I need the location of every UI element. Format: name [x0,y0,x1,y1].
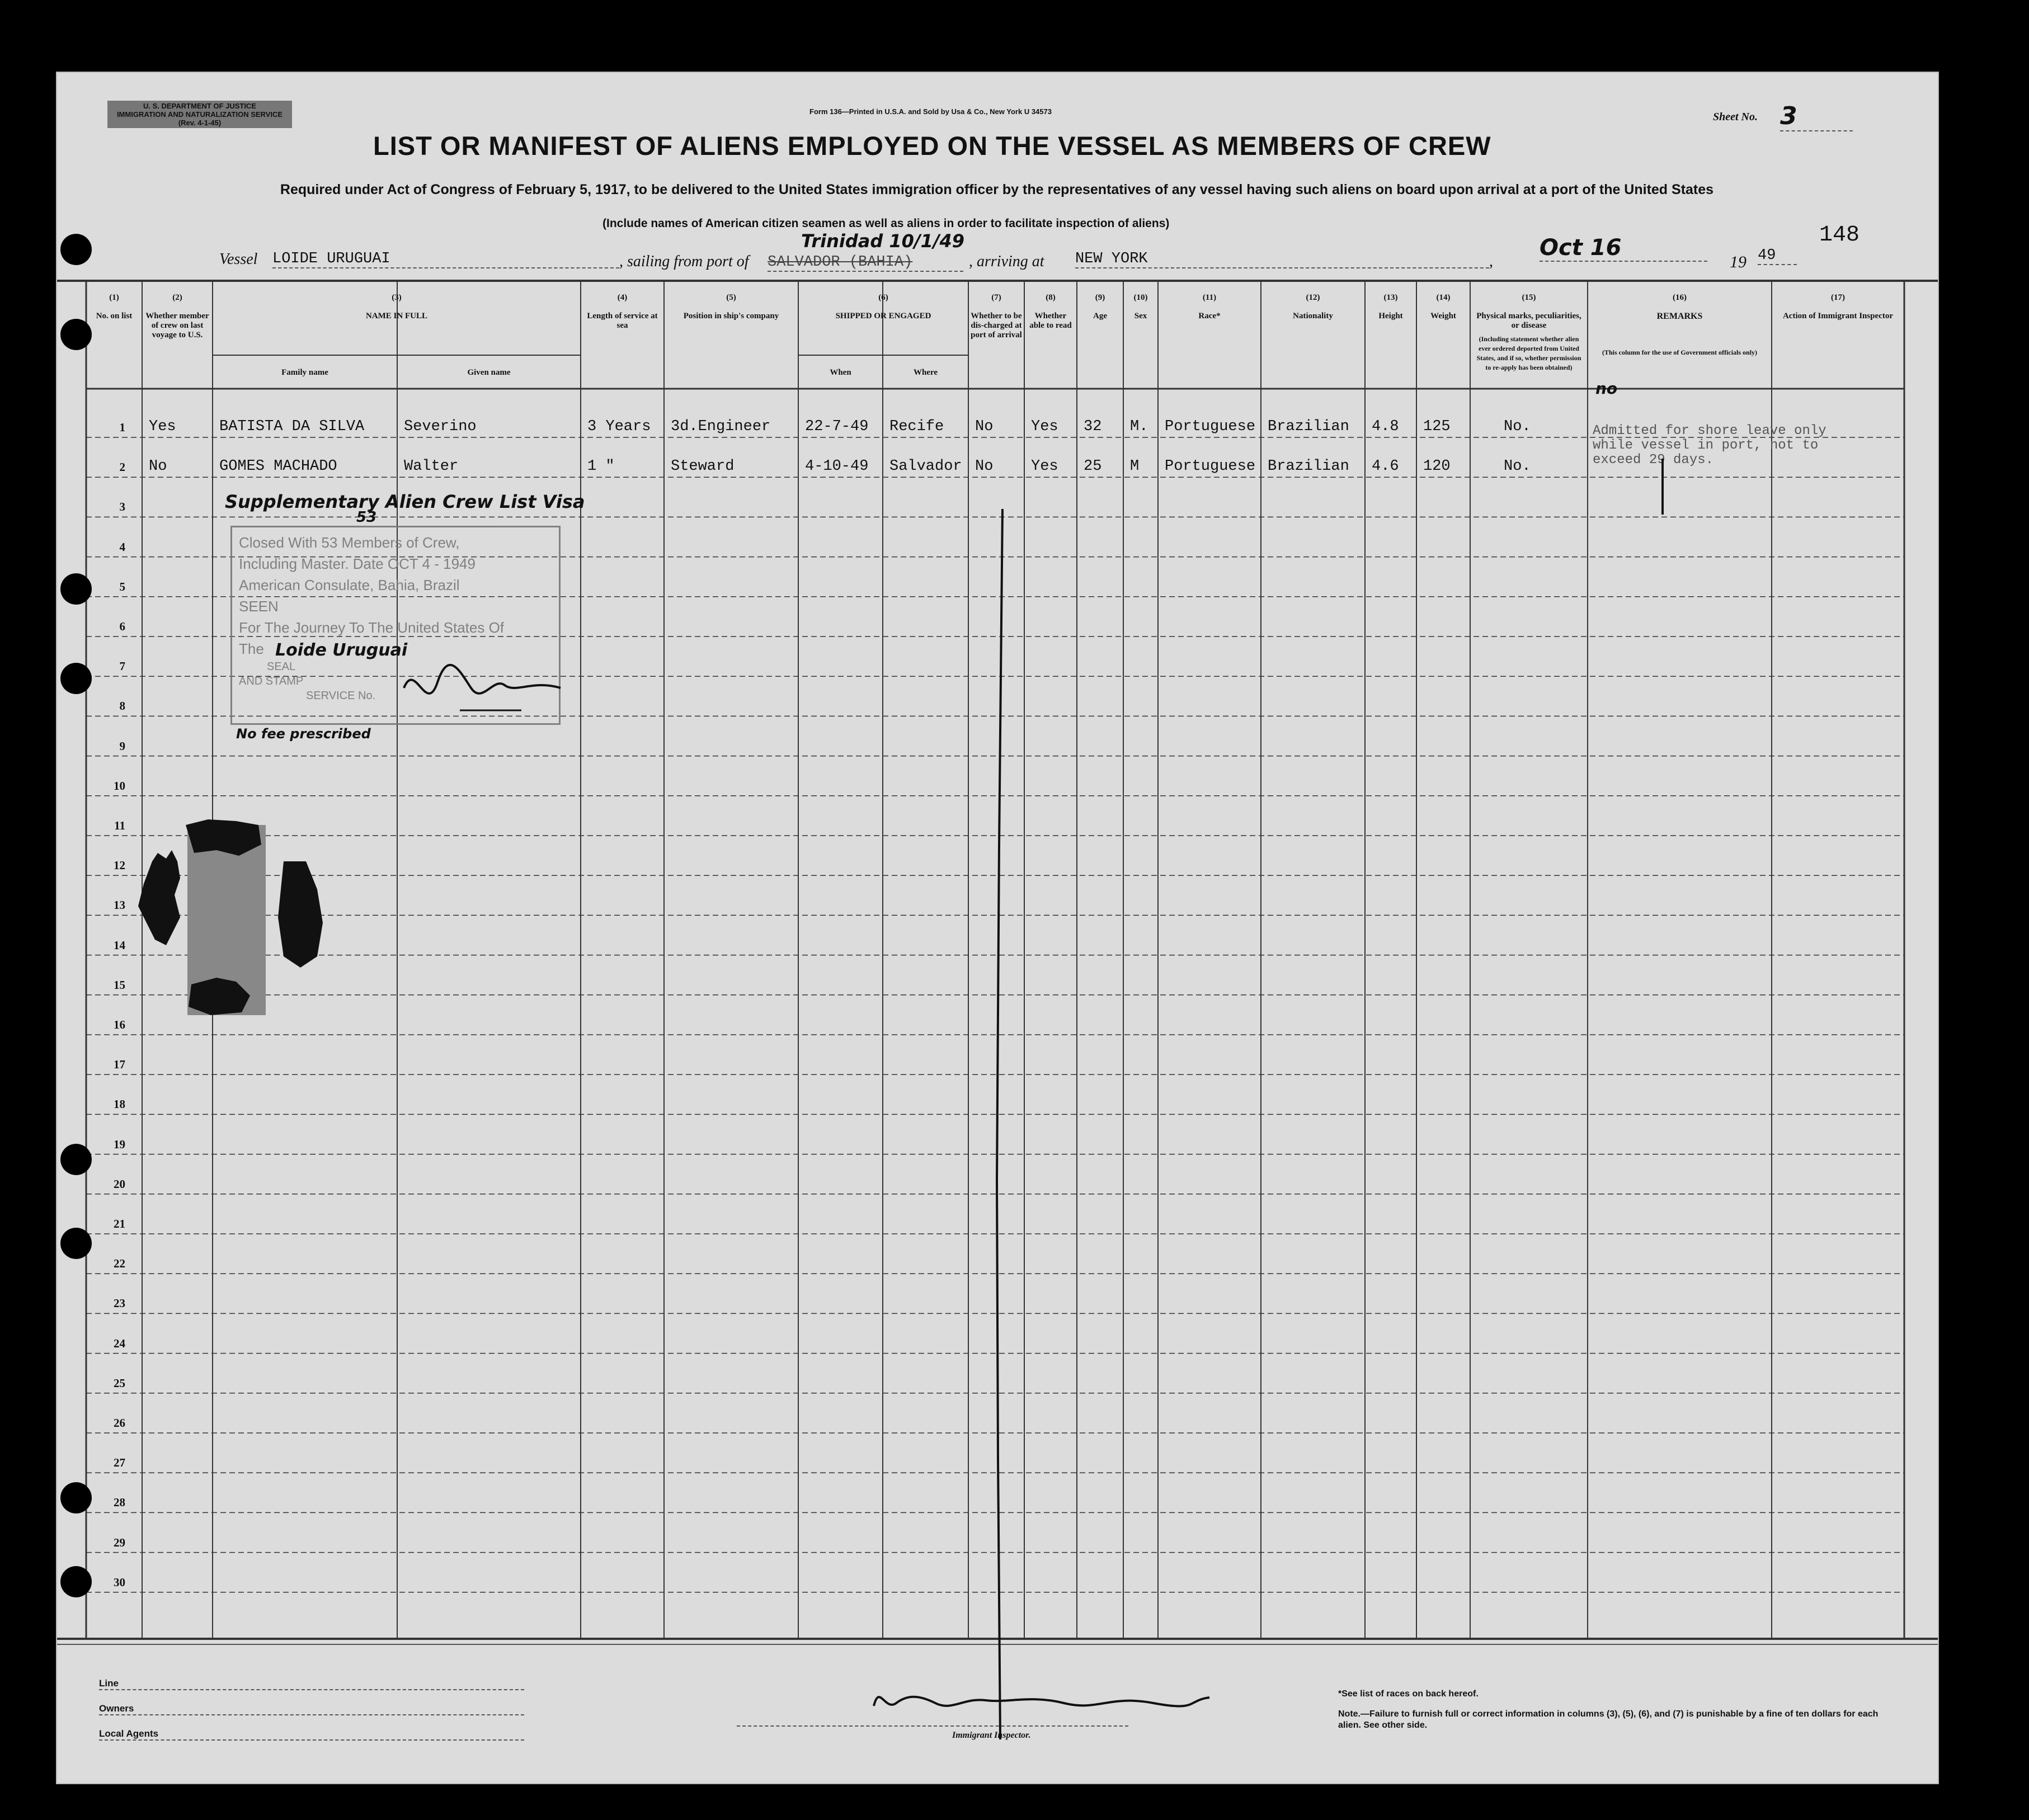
cell-weight: 125 [1423,418,1451,435]
note-text: —Failure to furnish full or correct information in columns (3), (5), (6), and (7) is punishable by a fine of ten dollars for each alien. See other side. [1338,1709,1879,1730]
row-number: 16 [114,1018,125,1031]
row-number: 26 [114,1416,125,1430]
stamp-line-3: American Consulate, Bahia, Brazil [239,577,460,593]
row-number: 8 [119,699,125,713]
action-note: (This column for the use of Government officials only) [1602,348,1758,356]
cell-last-voyage: No [149,458,167,475]
row-number: 29 [114,1535,125,1549]
row-number: 10 [114,779,125,793]
cell-sex: M. [1130,418,1148,435]
arriving-port: NEW YORK [1075,251,1489,268]
row-number: 11 [114,819,125,832]
supplementary-note: Supplementary Alien Crew List Visa [225,491,585,512]
punch-hole [60,234,92,265]
family-name-subheader: Family name [281,368,328,377]
column-number: (3) [392,293,402,302]
notary-seals [88,749,379,1040]
cell-discharged: No [975,418,994,435]
column-header: Age [1093,312,1107,320]
punch-hole [60,1566,92,1597]
row-number: 27 [114,1456,125,1470]
form-note: (Include names of American citizen seamen as well as aliens in order to facilitate inspection of aliens) [602,217,1170,230]
form-rev: (Rev. 4-1-45) [178,119,222,127]
inspector-label: Immigrant Inspector. [952,1731,1031,1740]
races-note: *See list of races on back hereof. [1338,1689,1479,1699]
cell-read: Yes [1031,458,1058,475]
column-header: Sex [1134,312,1147,320]
cell-service: 1 " [587,458,615,475]
cell-given: Severino [404,418,477,435]
remarks-note: (Including statement whether alien ever ordered deported from United States, and if so, whether permission to re-apply has been obtained) [1476,335,1581,371]
cell-read: Yes [1031,418,1058,435]
column-number: (15) [1522,293,1536,302]
row-number: 18 [114,1097,125,1111]
cell-given: Walter [404,458,459,475]
sailing-label: , sailing from port of [619,253,749,270]
no-fee-note: No fee prescribed [236,726,371,742]
column-header: Position in ship's company [683,312,779,320]
consul-signature [393,654,572,722]
note-label: Note. [1338,1709,1360,1719]
cell-height: 4.6 [1372,458,1399,475]
column-number: (8) [1046,293,1056,302]
row-number: 7 [119,659,125,673]
vessel-label: Vessel [219,251,258,268]
manifest-sheet: U. S. DEPARTMENT OF JUSTICE IMMIGRATION AND NATURALIZATION SERVICE (Rev. 4-1-45) Form 136—Printed in U.S.A. and Sold by Usa & Co., New York U 34573 Sheet No. 3 LIST OR MANIFEST OF ALIENS EMPLOYED ON THE VESSEL AS MEMBERS OF CREW Required under Act of Congress of February 5, 1917, to be delivered to the United States immigration officer by the representatives of any vessel having such aliens on board upon arrival at a port of the United States (Include names of American citizen seamen as well as aliens in order to facilitate inspection of aliens) 148 Vessel LOIDE URUGUAI , sailing from port of SALVADOR (BAHIA) Trinidad 10/1/49 , arriving at NEW YORK , Oct 16 19 49 (1) No. on list (2) Whether member of crew on last voyage to U.S. (3) NAME IN FULL (4) Length of service at sea (5) Position in ship's company (6) SHIPPED OR ENGAGED (7) Whether to be dis-charged at port of arrival (8) Whether able to read (9) Age (10) Sex (11) Race* (12) Nationality (13) Height (14) Weight (15) Physical marks, peculiarities, or disease (16) REMARKS (17) Action of Immigrant Inspector Family name Given name When Where (Including statement whether alien ever ordered deported from United States, and if so, whether permission to re-apply has been obtained) (This column for the use of Government officials only) 1 Yes BATISTA DA SILVA Severino 3 Years 3d.Engineer 22-7-49 Recife No Yes 32 M. Portuguese Brazilian 4.8 125 No. 2 No GOMES MACHADO Walter 1 " Steward 4-10-49 Salvador No Yes 25 M Portuguese Brazilian 4.6 120 No. 3 4 5 6 7 8 9 10 11 12 13 14 15 16 17 18 19 20 21 22 23 24 25 26 27 28 29 30 no Admitted for shore leave only while vessel in port, not to exceed 29 days. Supplementary Alien Crew List Visa 53 Closed With 53 Members of Crew, Including Master. Date OCT 4 - 1949 American Consulate, Bahia, Brazil SEEN For The Journey To The United States Of The SEAL AND STAMP SERVICE No. Loide Uruguai No fee prescribed Line Owners Local Agents Immigrant Inspector. *See list of races on back hereof. Note.—Failure to furnish full or correct information in columns (3), (5), (6), and (7) is punishable by a fine of ten dollars for each alien. See other side. [56,72,1939,1784]
column-number: (7) [991,293,1001,302]
stamp-line-7: SEAL [267,661,296,673]
inspector-strike-line [991,509,1014,1751]
row-number: 19 [114,1137,125,1151]
row-number: 9 [119,739,125,753]
cell-nationality: Brazilian [1268,458,1349,475]
inspector-signature [863,1672,1221,1723]
column-number: (16) [1673,293,1687,302]
column-number: (6) [878,293,888,302]
column-header: Nationality [1293,312,1333,320]
shore-leave-line-1: Admitted for shore leave only [1593,423,1826,439]
column-number: (4) [617,293,628,302]
row-number: 5 [119,579,125,593]
fine-note [1338,1709,1903,1731]
punch-hole [60,1144,92,1175]
column-header: NAME IN FULL [365,312,427,320]
column-number: (1) [109,293,119,302]
punch-hole [60,1228,92,1259]
cell-race: Portuguese [1165,458,1256,475]
page-title: LIST OR MANIFEST OF ALIENS EMPLOYED ON THE VESSEL AS MEMBERS OF CREW [373,131,1491,161]
column-header: Weight [1430,312,1456,320]
row-number: 15 [114,978,125,992]
cell-height: 4.8 [1372,418,1399,435]
cell-where: Recife [889,418,944,435]
cell-race: Portuguese [1165,418,1256,435]
column-number: (9) [1095,293,1105,302]
column-header: Whether member of crew on last voyage to U.S. [145,312,209,340]
sailing-port-handwritten: Trinidad 10/1/49 [801,230,965,252]
column-header: REMARKS [1656,312,1703,321]
punch-hole [60,319,92,350]
stamp-line-5: For The Journey To The United States Of [239,619,505,636]
punch-hole [60,1482,92,1513]
remarks-mark: no [1595,379,1618,398]
cell-family: BATISTA DA SILVA [219,418,365,435]
ship-name-handwritten: Loide Uruguai [275,640,408,660]
cell-where: Salvador [889,458,962,475]
cell-position: 3d.Engineer [671,418,771,435]
row-number: 21 [114,1217,125,1230]
column-number: (11) [1202,293,1217,302]
footer-owners-label: Owners [99,1703,524,1715]
row-number: 28 [114,1496,125,1510]
stamp-line-1: Closed With 53 Members of Crew, [239,534,460,551]
year-prefix: 19 [1730,253,1746,271]
stamp-line-4: SEEN [239,598,279,615]
arriving-label: , arriving at [969,253,1044,270]
column-header: Race* [1198,312,1221,320]
column-number: (10) [1133,293,1148,302]
given-name-subheader: Given name [467,368,511,377]
column-header: Height [1378,312,1403,320]
footer-agents-label: Local Agents [99,1728,524,1741]
arrival-year: 49 [1758,247,1797,265]
row-number: 1 [119,421,125,434]
row-number: 2 [119,460,125,474]
cell-age: 32 [1084,418,1102,435]
page-number: 148 [1819,223,1860,248]
row-number: 4 [119,540,125,554]
arrival-date: Oct 16 [1540,235,1707,262]
when-subheader: When [830,368,851,377]
form-subtitle: Required under Act of Congress of February 5, 1917, to be delivered to the United States immigration officer by the representatives of any vessel having such aliens on board upon arrival at a port of the United States [280,182,1714,197]
column-number: (17) [1831,293,1845,302]
where-subheader: Where [913,368,938,377]
cell-weight: 120 [1423,458,1451,475]
cell-when: 22-7-49 [805,418,869,435]
row-number: 13 [114,898,125,912]
agency-line-1: U. S. DEPARTMENT OF JUSTICE [143,102,256,110]
cell-position: Steward [671,458,735,475]
column-header: Whether able to read [1029,312,1072,330]
cell-marks: No. [1504,418,1531,435]
column-header: Action of Immigrant Inspector [1782,312,1894,320]
stamp-line-8: AND STAMP [239,675,304,687]
vessel-name: LOIDE URUGUAI [272,251,619,268]
row-number: 14 [114,938,125,952]
shore-leave-stamp [1593,424,1826,468]
stamp-line-6: The [239,640,264,657]
row-number: 20 [114,1177,125,1191]
sheet-label: Sheet No. [1713,111,1758,123]
row-number: 22 [114,1257,125,1271]
cell-marks: No. [1504,458,1531,475]
column-number: (5) [726,293,736,302]
shore-leave-line-2: while vessel in port, not to [1593,438,1819,453]
cell-when: 4-10-49 [805,458,869,475]
printer-line: Form 136—Printed in U.S.A. and Sold by Usa & Co., New York U 34573 [809,107,1052,116]
column-number: (13) [1383,293,1398,302]
cell-sex: M [1130,458,1140,475]
agency-line-2: IMMIGRATION AND NATURALIZATION SERVICE [116,110,283,119]
shore-leave-line-3: exceed 29 days. [1593,452,1714,468]
cell-age: 25 [1084,458,1102,475]
remarks-tick [1657,459,1668,520]
sheet-number: 3 [1780,102,1853,131]
row-number: 6 [119,620,125,633]
row-number: 25 [114,1376,125,1390]
sailing-port-struck: SALVADOR (BAHIA) [768,254,963,272]
row-number: 23 [114,1296,125,1310]
punch-hole [60,573,92,605]
cell-service: 3 Years [587,418,651,435]
cell-nationality: Brazilian [1268,418,1349,435]
row-number: 30 [114,1575,125,1589]
column-number: (2) [172,293,182,302]
punch-hole [60,663,92,694]
column-header: No. on list [96,312,133,320]
cell-family: GOMES MACHADO [219,458,337,475]
stamp-line-2: Including Master. Date OCT 4 - 1949 [239,555,476,572]
row-number: 24 [114,1336,125,1350]
column-header: Whether to be dis-charged at port of arrival [971,312,1022,340]
column-number: (14) [1436,293,1451,302]
column-header: SHIPPED OR ENGAGED [835,312,931,320]
row-number: 12 [114,859,125,873]
row-number: 3 [119,500,125,514]
crew-count-note: 53 [356,509,377,526]
cell-discharged: No [975,458,994,475]
footer-line-label: Line [99,1678,524,1690]
row-number: 17 [114,1058,125,1072]
stamp-line-9: SERVICE No. [306,690,376,702]
column-number: (12) [1306,293,1320,302]
column-header: Physical marks, peculiarities, or disease [1476,312,1581,330]
column-header: Length of service at sea [587,312,658,330]
cell-last-voyage: Yes [149,418,176,435]
